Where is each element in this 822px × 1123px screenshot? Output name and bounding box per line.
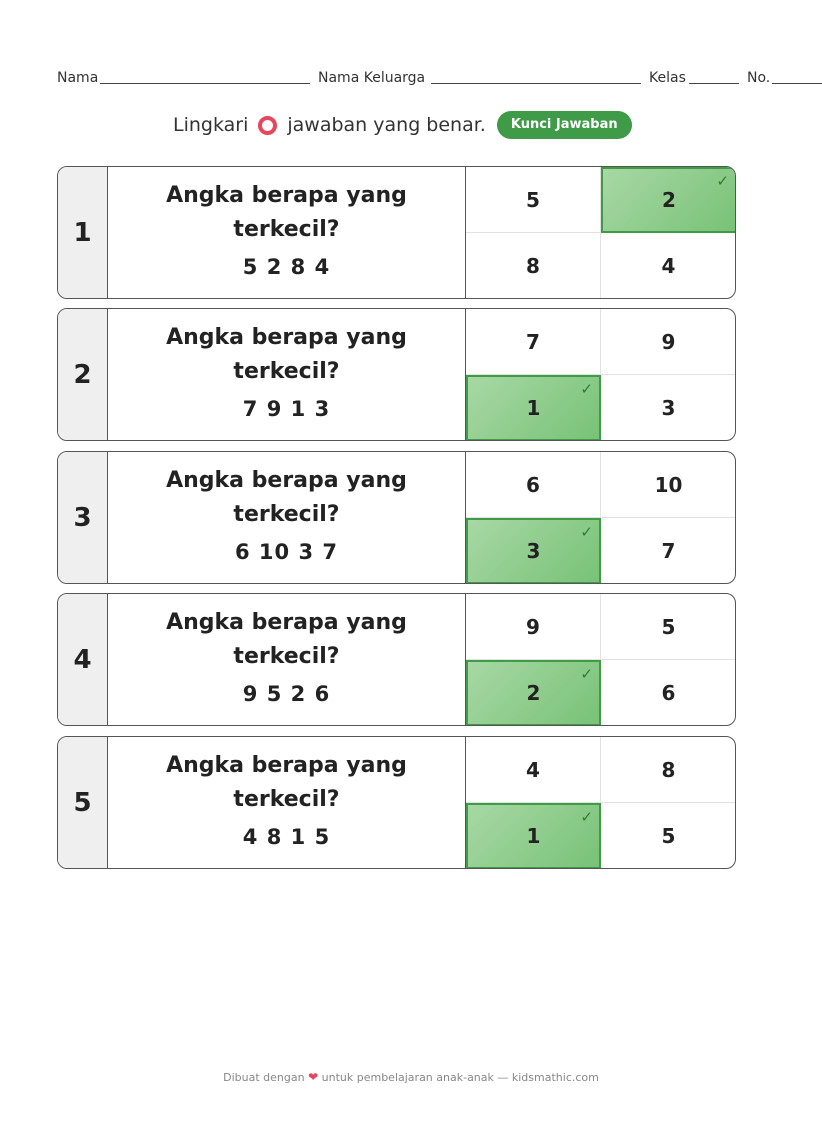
footer-after: untuk pembelajaran anak-anak — kidsmathic.com (321, 1071, 599, 1084)
question-body (108, 452, 466, 583)
number-sequence: 9 5 2 6 (242, 682, 331, 706)
answer-options (466, 167, 736, 298)
question-line-2: terkecil? (233, 644, 340, 669)
answer-option[interactable] (601, 375, 736, 441)
question-line-1: Angka berapa yang (166, 325, 407, 350)
question-text (108, 179, 465, 247)
option-value: 9 (661, 329, 676, 354)
student-info-line (57, 68, 822, 88)
class-label: Kelas (649, 70, 686, 86)
answer-option-correct[interactable] (466, 518, 601, 584)
answer-option-correct[interactable] (601, 167, 736, 233)
option-value: 8 (661, 757, 676, 782)
answer-option-correct[interactable] (466, 660, 601, 726)
question-number: 1 (58, 167, 108, 298)
question-card (57, 593, 736, 726)
number-sequence: 6 10 3 7 (235, 540, 338, 564)
answer-key-badge: Kunci Jawaban (497, 111, 632, 139)
check-icon: ✓ (716, 172, 729, 190)
answer-option[interactable] (466, 452, 601, 518)
option-value: 2 (662, 188, 676, 212)
check-icon: ✓ (580, 523, 593, 541)
answer-options (466, 452, 736, 583)
check-icon: ✓ (580, 380, 593, 398)
check-icon: ✓ (580, 808, 593, 826)
option-value: 4 (526, 757, 540, 782)
answer-option[interactable] (466, 594, 601, 660)
question-number: 4 (58, 594, 108, 725)
question-line-1: Angka berapa yang (166, 753, 407, 778)
question-number: 2 (58, 309, 108, 440)
answer-options (466, 737, 736, 868)
answer-option-correct[interactable] (466, 375, 601, 441)
question-line-2: terkecil? (233, 359, 340, 384)
option-value: 5 (526, 187, 540, 212)
name-field[interactable] (100, 83, 310, 84)
footer-before: Dibuat dengan (223, 1071, 305, 1084)
option-value: 2 (526, 681, 541, 705)
family-name-field[interactable] (431, 83, 641, 84)
answer-option[interactable] (601, 594, 736, 660)
answer-options (466, 594, 736, 725)
answer-option[interactable] (601, 737, 736, 803)
instruction-text: Lingkari (173, 114, 249, 136)
question-body (108, 594, 466, 725)
question-text (108, 321, 465, 389)
option-value: 5 (661, 614, 676, 639)
footer (0, 1070, 822, 1084)
answer-option[interactable] (601, 309, 736, 375)
option-value: 4 (661, 253, 676, 278)
option-value: 5 (661, 823, 676, 848)
option-value: 8 (526, 253, 540, 278)
question-text (108, 606, 465, 674)
answer-options (466, 309, 736, 440)
question-body (108, 737, 466, 868)
number-field[interactable] (772, 83, 822, 84)
question-card (57, 166, 736, 299)
circle-icon (258, 116, 277, 135)
instructions (173, 110, 632, 140)
option-value: 6 (661, 680, 676, 705)
option-value: 1 (526, 396, 541, 420)
heart-icon: ❤ (308, 1070, 319, 1084)
answer-option[interactable] (466, 737, 601, 803)
question-number: 5 (58, 737, 108, 868)
question-line-1: Angka berapa yang (166, 610, 407, 635)
question-line-1: Angka berapa yang (166, 468, 407, 493)
number-sequence: 5 2 8 4 (242, 255, 331, 279)
question-text (108, 749, 465, 817)
check-icon: ✓ (580, 665, 593, 683)
class-field[interactable] (689, 83, 739, 84)
option-value: 7 (526, 329, 540, 354)
question-body (108, 167, 466, 298)
question-line-1: Angka berapa yang (166, 183, 407, 208)
option-value: 3 (661, 395, 676, 420)
question-card (57, 451, 736, 584)
name-label: Nama (57, 70, 99, 86)
option-value: 1 (526, 824, 541, 848)
question-card (57, 308, 736, 441)
answer-option[interactable] (601, 452, 736, 518)
answer-option-correct[interactable] (466, 803, 601, 869)
question-body (108, 309, 466, 440)
option-value: 10 (654, 472, 683, 497)
number-sequence: 7 9 1 3 (242, 397, 331, 421)
answer-option[interactable] (466, 233, 601, 299)
option-value: 9 (526, 614, 540, 639)
family-name-label: Nama Keluarga (318, 70, 426, 86)
option-value: 6 (526, 472, 540, 497)
answer-option[interactable] (601, 518, 736, 584)
option-value: 3 (526, 539, 541, 563)
answer-option[interactable] (466, 167, 601, 233)
question-line-2: terkecil? (233, 502, 340, 527)
question-text (108, 464, 465, 532)
question-line-2: terkecil? (233, 787, 340, 812)
number-sequence: 4 8 1 5 (242, 825, 331, 849)
answer-option[interactable] (601, 233, 736, 299)
answer-option[interactable] (466, 309, 601, 375)
question-number: 3 (58, 452, 108, 583)
number-label: No. (747, 70, 771, 86)
option-value: 7 (661, 538, 676, 563)
answer-option[interactable] (601, 660, 736, 726)
answer-option[interactable] (601, 803, 736, 869)
question-card (57, 736, 736, 869)
instruction-rest: jawaban yang benar. (287, 114, 486, 136)
question-line-2: terkecil? (233, 217, 340, 242)
